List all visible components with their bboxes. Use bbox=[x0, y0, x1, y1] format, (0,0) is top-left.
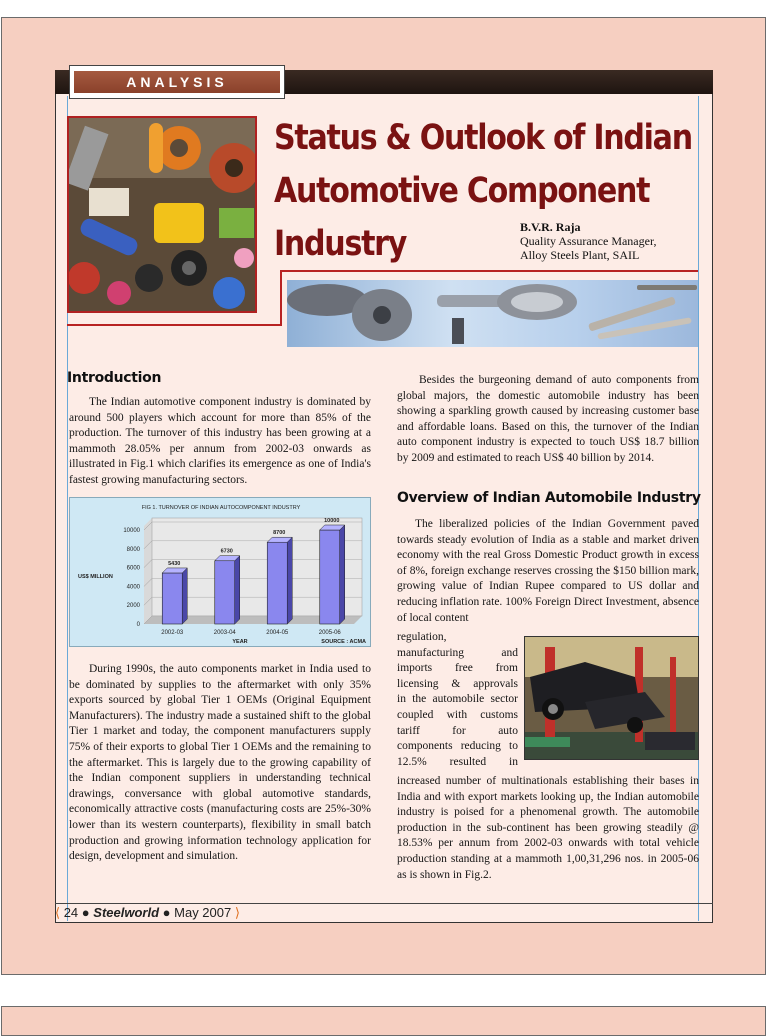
right-paragraph-2: The liberalized policies of the Indian Government paved towards steady evolution of India as a stable and market driven economy with the real Gross Domestic Product growth in excess of 8%, foreign exchange reserves crossing the $150 billion mark, growing value of Indian Rupee compared to US dollar and reducing inflation rate. 100% Foreign Direct Investment, absence of local content bbox=[397, 518, 699, 624]
title-line-2: Automotive Component bbox=[274, 171, 650, 211]
turnover-chart bbox=[69, 497, 371, 647]
bar-side bbox=[235, 556, 240, 624]
car-assembly-photo bbox=[524, 636, 699, 760]
wrap-line: imports free from bbox=[397, 662, 518, 675]
bar-side bbox=[287, 537, 292, 624]
y-tick-label: 2000 bbox=[126, 603, 140, 610]
wrap-line: manufacturing and bbox=[397, 646, 518, 659]
wrap-line: regulation, bbox=[397, 631, 447, 643]
y-tick-label: 0 bbox=[136, 622, 140, 628]
bullet-icon: ● bbox=[81, 905, 90, 920]
wrap-line: in the automobile sector bbox=[397, 693, 518, 706]
x-tick-label: 2003-04 bbox=[213, 630, 236, 636]
car-assembly-art bbox=[525, 637, 699, 760]
right-paragraph-3: increased number of multinationals establishing their bases in India and with export markets looking up, the Indian automobile industry is poised for a phenomenal growth. The automobile production in the sub-continent has been growing steadily @ 18.53% per annum from 2002-03 onwards with total vehicle production standing at a mammoth 1,00,31,296 nos. in 2005-06 as is shown in Fig.2. bbox=[397, 775, 699, 881]
bullet-icon: ● bbox=[162, 905, 171, 920]
footer-rule bbox=[55, 903, 713, 904]
intro-paragraph-2: During 1990s, the auto components market in India used to be dominated by supplies to the aftermarket with only 35% exports sourced by global Tier 1 OEMs (Original Equipment Manufacturers). The industry made a sustained shift to the global Tier 1 market and today, the component manufacturers supply 75% of their exports to global Tier 1 OEMs and the remaining to the aftermarket. This is largely due to the growing capability of the Indian component suppliers in understanding technical drawings, conversance with global automotive standards, economically attractive costs (manufacturing costs are 25%-30% lower than its western counterparts), flexibility in small batch production and growing information technology application for design, development and simulation. bbox=[69, 663, 371, 863]
y-tick-label: 8000 bbox=[126, 546, 140, 553]
data-label: 5430 bbox=[168, 560, 181, 567]
y-tick-label: 4000 bbox=[126, 584, 140, 591]
author-role: Quality Assurance Manager, bbox=[520, 234, 657, 248]
bar bbox=[162, 573, 182, 624]
page-number: 24 bbox=[63, 905, 79, 920]
y-tick-label: 6000 bbox=[126, 565, 140, 572]
y-axis-label: US$ MILLION bbox=[78, 574, 113, 580]
issue-date: May 2007 bbox=[174, 905, 232, 920]
y-tick-label: 10000 bbox=[123, 528, 140, 534]
bar bbox=[320, 530, 340, 624]
red-rule-left bbox=[67, 324, 280, 326]
turnover-chart-svg bbox=[70, 498, 372, 648]
data-label: 6730 bbox=[220, 548, 233, 555]
magazine-name: Steelworld bbox=[93, 905, 160, 920]
wrap-line: coupled with customs bbox=[397, 708, 518, 721]
right-paragraph-1: Besides the burgeoning demand of auto components from global majors, the domestic automobile industry has been showing a sparkling growth caused by increasing customer base and affordable loans. Based on this, the turnover of the Indian auto component industry is expected to touch US$ 18.7 billion by 2009 and estimated to reach US$ 40 billion by 2014. bbox=[397, 374, 699, 464]
chart-title: FIG 1. TURNOVER OF INDIAN AUTOCOMPONENT INDUSTRY bbox=[141, 505, 301, 511]
section-tag-label: ANALYSIS bbox=[74, 71, 280, 93]
section-tag bbox=[69, 65, 285, 99]
chart-source: SOURCE : ACMA bbox=[321, 639, 366, 645]
components-photo-art bbox=[69, 118, 257, 313]
auto-parts-banner-photo bbox=[287, 280, 698, 347]
title-line-1: Status & Outlook of Indian bbox=[274, 118, 692, 158]
bar-side bbox=[340, 525, 345, 624]
prev-arrow-icon: ⟨ bbox=[55, 905, 61, 920]
red-rule-vertical bbox=[280, 270, 282, 326]
author-block bbox=[520, 220, 656, 262]
wrap-line: components reducing to bbox=[397, 740, 518, 753]
wrap-line: licensing & approvals bbox=[397, 677, 518, 690]
page-footer bbox=[55, 905, 713, 923]
overview-heading: Overview of Indian Automobile Industry bbox=[397, 490, 701, 506]
intro-heading: Introduction bbox=[67, 370, 162, 386]
next-page-backdrop bbox=[1, 1006, 766, 1036]
data-label: 10000 bbox=[324, 518, 340, 524]
components-photo bbox=[67, 116, 257, 313]
auto-parts-banner-art bbox=[287, 280, 698, 347]
wrap-line: tariff for auto bbox=[397, 724, 518, 737]
bar bbox=[267, 542, 287, 624]
x-tick-label: 2002-03 bbox=[161, 630, 184, 636]
title-line-3: Industry bbox=[274, 224, 407, 264]
bar bbox=[215, 561, 235, 624]
wrap-text-block bbox=[397, 630, 518, 770]
x-tick-label: 2004-05 bbox=[266, 630, 289, 636]
data-label: 8700 bbox=[273, 530, 286, 537]
next-arrow-icon: ⟩ bbox=[234, 905, 240, 920]
x-tick-label: 2005-06 bbox=[318, 630, 341, 636]
x-axis-label: YEAR bbox=[232, 639, 248, 645]
author-org: Alloy Steels Plant, SAIL bbox=[520, 248, 640, 262]
bar-side bbox=[182, 568, 187, 624]
chart-side-wall bbox=[144, 518, 152, 624]
wrap-line: 12.5% resulted in bbox=[397, 755, 518, 768]
author-name: B.V.R. Raja bbox=[520, 220, 581, 234]
intro-paragraph-1: The Indian automotive component industry is dominated by around 500 players which account for more than 85% of the production. The turnover of this industry has been growing at a mammoth 28.05% per annum from 2002-03 onwards as illustrated in Fig.1 which clarifies its emergence as one of India's fastest growing manufacturing sectors. bbox=[69, 396, 371, 486]
